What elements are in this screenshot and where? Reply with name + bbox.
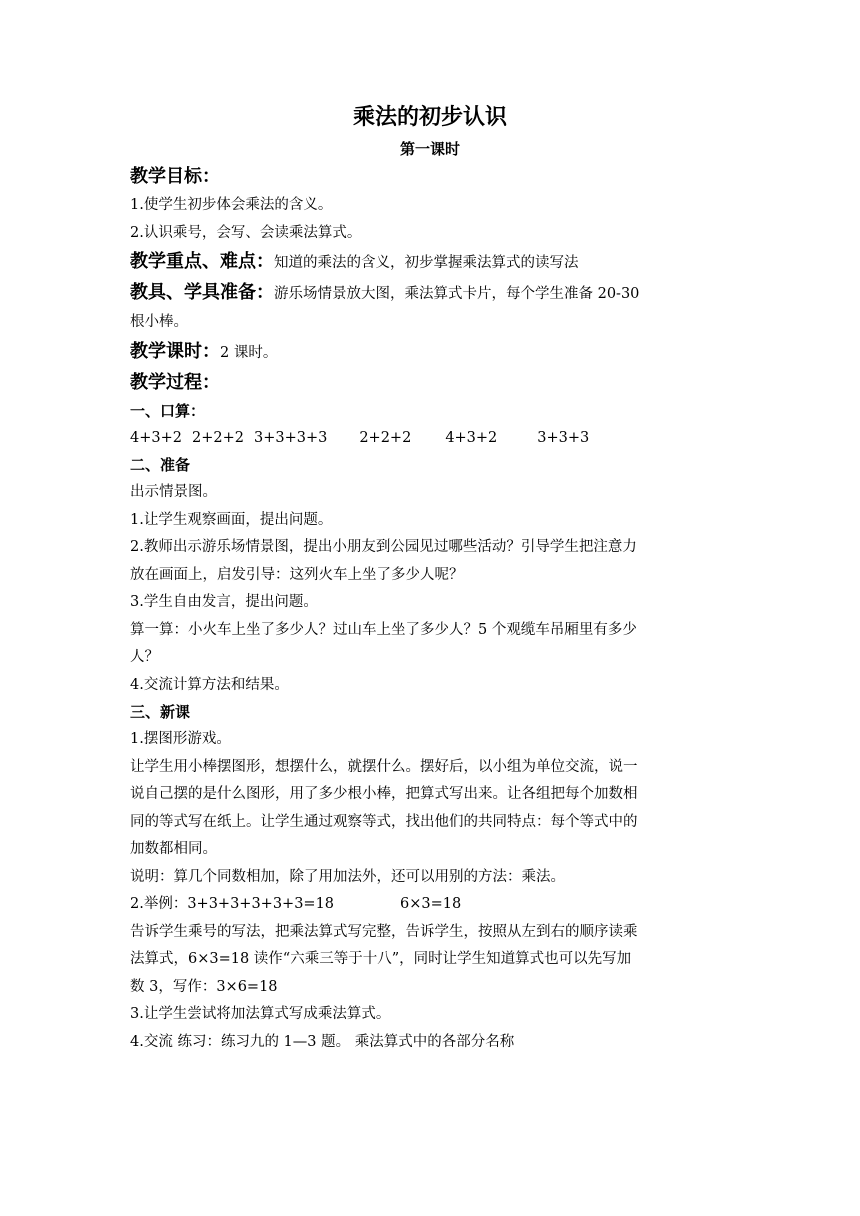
example-multiplication: 6×3=18 [400, 896, 462, 912]
materials-row [130, 278, 730, 309]
goal-item: 1.使学生初步体会乘法的含义。 [130, 197, 333, 213]
document-page [130, 100, 730, 1056]
section3-line: 说自己摆的是什么图形，用了多少根小棒，把算式写出来。让各组把每个加数相 [130, 786, 638, 802]
goals-heading: 教学目标： [130, 166, 220, 187]
section3-line: 4.交流 练习：练习九的 1—3 题。 乘法算式中的各部分名称 [130, 1033, 515, 1050]
section3-line: 加数都相同。 [130, 841, 217, 857]
section3-line: 同的等式写在纸上。让学生通过观察等式，找出他们的共同特点：每个等式中的 [130, 813, 638, 830]
hours-text: 2 课时。 [220, 344, 278, 361]
document-title: 乘法的初步认识 [352, 105, 507, 130]
section2-line: 算一算：小火车上坐了多少人？过山车上坐了多少人？5 个观缆车吊厢里有多少 [130, 621, 637, 638]
section3-line: 数 3，写作：3×6=18 [130, 978, 278, 995]
section3-heading: 三、新课 [130, 703, 191, 721]
calc-item: 2+2+2 [359, 429, 412, 446]
document-subtitle: 第一课时 [399, 140, 460, 158]
section3-line: 3.让学生尝试将加法算式写成乘法算式。 [130, 1006, 391, 1022]
section3-line: 1.摆图形游戏。 [130, 731, 231, 747]
section2-line: 3.学生自由发言，提出问题。 [130, 594, 318, 610]
hours-label: 教学课时： [130, 340, 220, 362]
example-addition: 2.举例：3+3+3+3+3+3=18 [130, 896, 335, 912]
section2-line: 4.交流计算方法和结果。 [130, 676, 289, 693]
calc-item: 4+3+2 [445, 429, 498, 446]
materials-label: 教具、学具准备： [130, 282, 274, 303]
section2-line: 2.教师出示游乐场情景图，提出小朋友到公园见过哪些活动？引导学生把注意力 [130, 539, 637, 555]
section3-line: 让学生用小棒摆图形，想摆什么，就摆什么。摆好后，以小组为单位交流，说一 [130, 758, 638, 775]
calc-item: 3+3+3+3 [253, 429, 328, 446]
section2-heading: 二、准备 [130, 456, 191, 474]
section3-line: 说明：算几个同数相加，除了用加法外，还可以用别的方法：乘法。 [130, 868, 565, 885]
key-points-row [130, 247, 730, 278]
key-points-text: 知道的乘法的含义，初步掌握乘法算式的读写法 [274, 255, 579, 271]
materials-text-continued: 根小棒。 [130, 314, 188, 330]
section2-line: 人？ [130, 649, 159, 665]
section2-line: 放在画面上，启发引导：这列火车上坐了多少人呢？ [130, 566, 464, 583]
section1-heading: 一、口算： [130, 401, 206, 420]
calc-row [130, 425, 730, 453]
calc-item: 4+3+2 [130, 429, 182, 446]
section3-line: 告诉学生乘号的写法，把乘法算式写完整，告诉学生，按照从左到右的顺序读乘 [130, 923, 638, 940]
calc-item: 3+3+3 [537, 429, 590, 446]
key-points-label: 教学重点、难点： [130, 251, 274, 272]
goal-item: 2.认识乘号，会写、会读乘法算式。 [130, 224, 362, 241]
section3-line: 法算式，6×3=18 读作“六乘三等于十八”，同时让学生知道算式也可以先写加 [130, 951, 632, 967]
example-row [130, 891, 730, 919]
materials-text: 游乐场情景放大图，乘法算式卡片，每个学生准备 20-30 [274, 286, 640, 302]
section2-line: 1.让学生观察画面，提出问题。 [130, 511, 333, 528]
calc-item: 2+2+2 [191, 429, 244, 446]
hours-row [130, 337, 730, 368]
section2-line: 出示情景图。 [130, 484, 217, 500]
process-heading: 教学过程： [130, 371, 220, 393]
